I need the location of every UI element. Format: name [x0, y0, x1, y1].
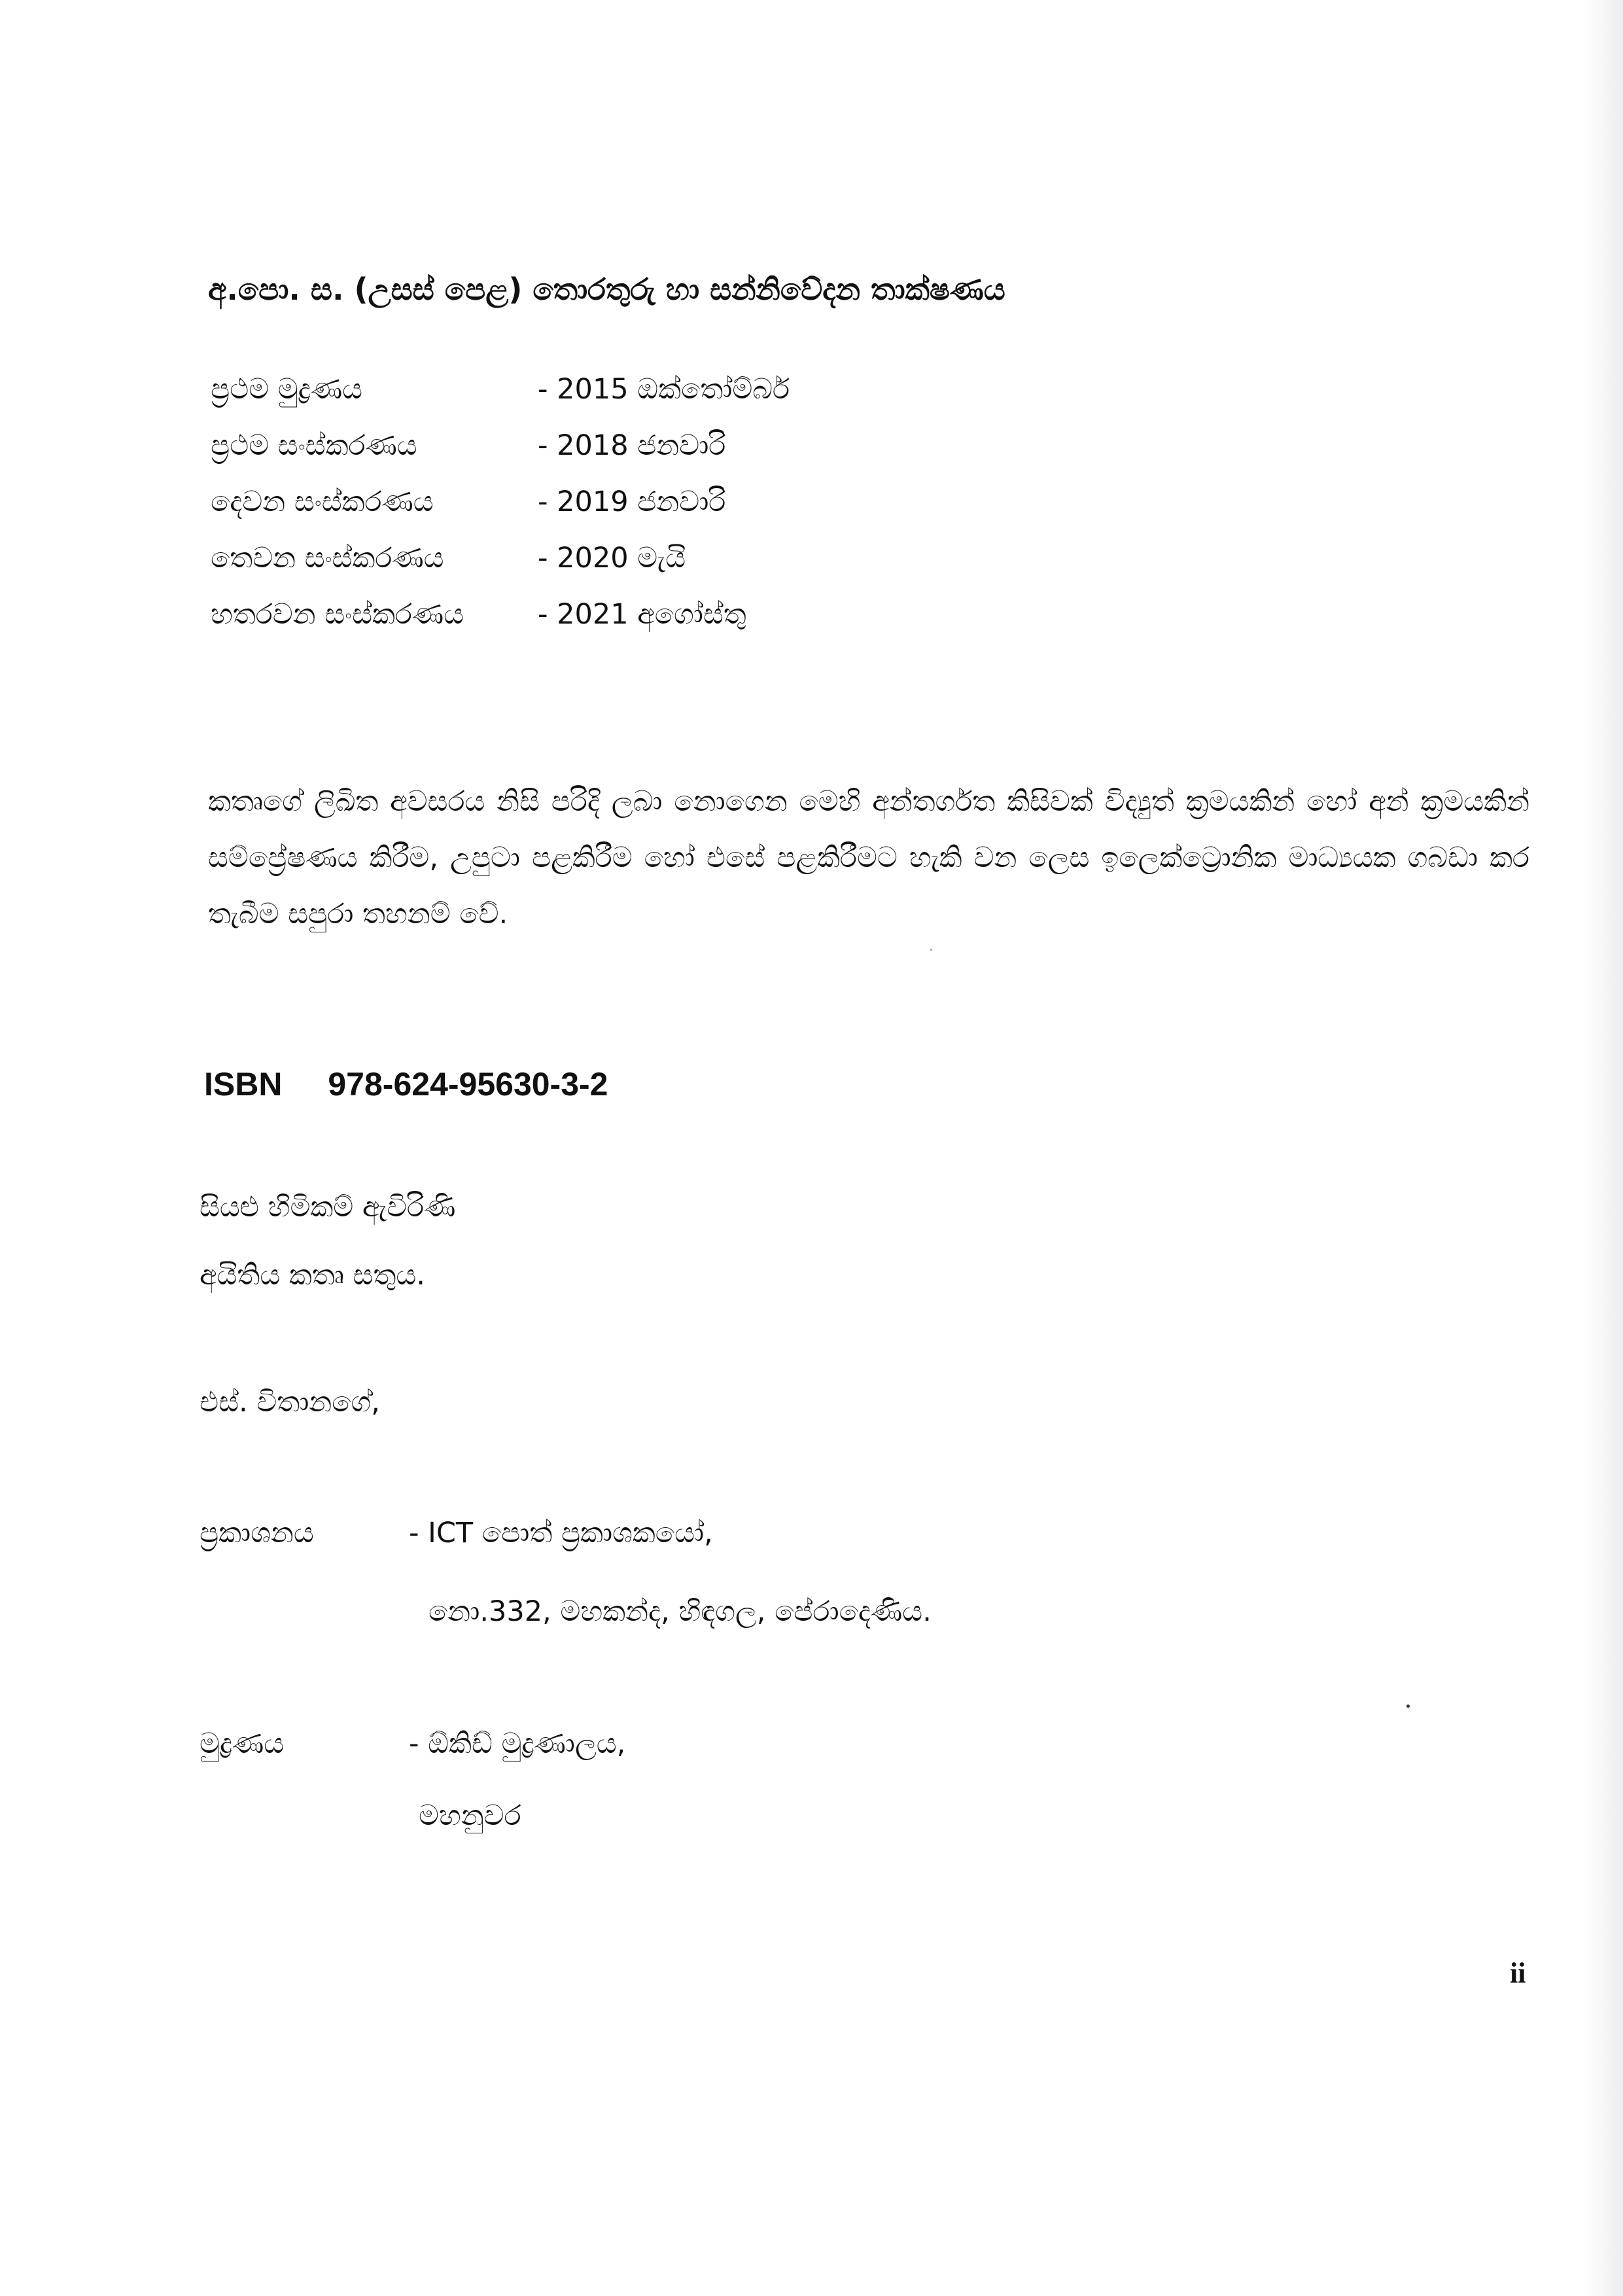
edition-date: - 2020 මැයි: [538, 542, 686, 574]
edition-label: හතරවන සංස්කරණය: [211, 598, 464, 631]
isbn-label: ISBN: [204, 1066, 283, 1103]
printer-city: මහනුවර: [419, 1799, 521, 1832]
edition-label: ප්‍රථම සංස්කරණය: [211, 429, 417, 462]
isbn-line: [204, 1065, 608, 1103]
edition-label: ප්‍රථම මුද්‍රණය: [211, 373, 363, 406]
publisher-name: - ICT පොත් ප්‍රකාශකයෝ,: [409, 1517, 713, 1549]
book-title: අ.පො. ස. (උසස් පෙළ) තොරතුරු හා සන්නිවේදන තාක්ෂණය: [208, 272, 1005, 307]
page-edge-shadow: [1584, 0, 1623, 2296]
printer-label: මුද්‍රණය: [200, 1727, 285, 1760]
printer-name: - ඕකිඩ් මුද්‍රණාලය,: [409, 1727, 626, 1760]
isbn-number: 978-624-95630-3-2: [328, 1066, 608, 1103]
page-number: ii: [1510, 1957, 1526, 1989]
edition-date: - 2019 ජනවාරි: [538, 486, 726, 518]
rights-statement: සියළු හිමිකම් ඇවිරිණි: [200, 1191, 456, 1224]
publisher-label: ප්‍රකාශනය: [200, 1517, 314, 1549]
author-name: එස්. විතානගේ,: [200, 1386, 380, 1419]
edition-date: - 2021 අගෝස්තු: [538, 598, 746, 631]
scan-speck: [930, 949, 932, 951]
ownership-statement: අයිතිය කතෘ සතුය.: [200, 1259, 425, 1292]
edition-date: - 2015 ඔක්තෝම්බර්: [538, 373, 790, 406]
copyright-notice: කතෘගේ ලිඛිත අවසරය නිසි පරිදි ලබා නොගෙන මෙහි අන්තර්ගත කිසිවක් විද්‍යුත් ක්‍රමයකින් හෝ අන් ක්‍රමයකින් සම්ප්‍රේෂණය කිරීම, උපුටා පළකිරීම හෝ එසේ පළකිරීමට හැකි වන ලෙස ඉලෙක්ට්‍රොනික මාධ්‍යයක ගබඩා කර තැබීම සපුරා තහනම් වේ.: [208, 785, 1529, 930]
edition-label: දෙවන සංස්කරණය: [211, 486, 434, 518]
edition-label: තෙවන සංස්කරණය: [211, 542, 444, 574]
scan-speck: [1406, 1704, 1410, 1708]
publisher-address: නො.332, මහකන්ද, හිඳගල, පේරාදෙණිය.: [428, 1595, 932, 1628]
edition-date: - 2018 ජනවාරි: [538, 429, 726, 462]
